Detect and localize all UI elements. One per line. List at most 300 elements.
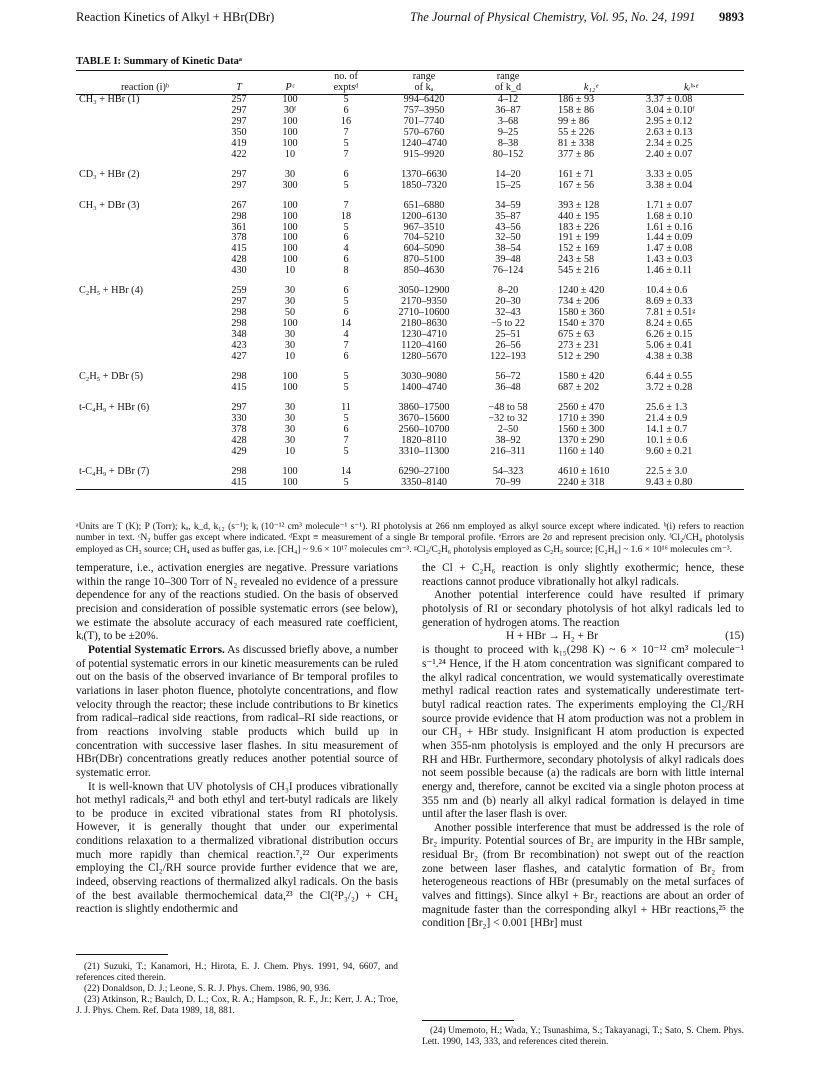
cell-ka-range: 701–7740 <box>403 115 445 127</box>
cell-expts: 5 <box>343 296 349 308</box>
cell-kd-range: 76–124 <box>492 265 524 277</box>
cell-pressure: 30 <box>284 434 296 446</box>
cell-expts: 6 <box>343 232 349 244</box>
cell-kd-range: 8–20 <box>497 285 519 297</box>
cell-k12: 1580 ± 360 <box>558 307 605 319</box>
cell-kd-range: 122–193 <box>490 351 526 363</box>
header-reaction-top <box>76 71 214 83</box>
cell-k12: 191 ± 199 <box>558 232 600 244</box>
cell-kd-range: −48 to 58 <box>488 401 528 413</box>
header-kd: of k_d <box>472 83 544 95</box>
cell-expts: 7 <box>343 199 349 211</box>
cell-expts: 6 <box>343 423 349 435</box>
cell-temperature: 419 <box>231 137 247 149</box>
cell-reaction <box>76 223 214 234</box>
cell-ki: 1.47 ± 0.08 <box>646 243 693 255</box>
journal-citation: The Journal of Physical Chemistry, Vol. 95, No. 24, 1991 <box>410 10 696 24</box>
cell-pressure: 100 <box>282 126 298 138</box>
cell-reaction <box>76 255 214 266</box>
footnote-rule <box>76 954 168 955</box>
cell-expts: 5 <box>343 137 349 149</box>
cell-expts: 5 <box>343 179 349 191</box>
cell-temperature: 297 <box>231 179 247 191</box>
cell-ka-range: 2710–10600 <box>398 307 450 319</box>
cell-pressure: 100 <box>282 370 298 382</box>
cell-ka-range: 994–6420 <box>403 94 445 105</box>
cell-pressure: 10 <box>284 445 296 457</box>
cell-temperature: 298 <box>231 307 247 319</box>
cell-ka-range: 3350–8140 <box>401 476 447 488</box>
cell-temperature: 298 <box>231 465 247 477</box>
cell-temperature: 257 <box>231 94 247 105</box>
left-references <box>76 962 398 1017</box>
cell-ki: 8.24 ± 0.65 <box>646 318 693 330</box>
cell-kd-range: 14–20 <box>495 168 521 180</box>
cell-ka-range: 2170–9350 <box>401 296 447 308</box>
cell-ka-range: 870–5100 <box>403 254 445 266</box>
cell-temperature: 430 <box>231 265 247 277</box>
cell-temperature: 422 <box>231 148 247 160</box>
cell-expts: 5 <box>343 221 349 233</box>
table-row <box>76 212 744 223</box>
cell-reaction <box>76 244 214 255</box>
cell-temperature: 427 <box>231 351 247 363</box>
cell-k12: 1370 ± 290 <box>558 434 605 446</box>
cell-temperature: 297 <box>231 104 247 116</box>
cell-temperature: 415 <box>231 381 247 393</box>
cell-ki: 3.33 ± 0.05 <box>646 168 693 180</box>
cell-temperature: 415 <box>231 243 247 255</box>
cell-reaction <box>76 383 214 394</box>
cell-expts: 5 <box>343 381 349 393</box>
paragraph-systematic-errors <box>76 644 398 781</box>
kinetic-data-table <box>76 70 744 491</box>
equation-number: (15) <box>725 630 744 643</box>
cell-pressure: 100 <box>282 476 298 488</box>
cell-temperature: 297 <box>231 168 247 180</box>
cell-expts: 5 <box>343 94 349 105</box>
cell-ki: 9.60 ± 0.21 <box>646 445 693 457</box>
cell-ki: 3.04 ± 0.10ᶠ <box>646 104 695 116</box>
cell-k12: 2240 ± 318 <box>558 476 605 488</box>
cell-k12: 55 ± 226 <box>558 126 595 138</box>
cell-ki: 2.95 ± 0.12 <box>646 115 693 127</box>
cell-reaction <box>76 414 214 425</box>
cell-ka-range: 3050–12900 <box>398 285 450 297</box>
cell-reaction <box>76 128 214 139</box>
cell-pressure: 100 <box>282 465 298 477</box>
cell-pressure: 300 <box>282 179 298 191</box>
equation-text: H + HBr → H₂ + Br <box>506 630 598 643</box>
cell-ki: 1.44 ± 0.09 <box>646 232 693 244</box>
cell-ki: 3.37 ± 0.08 <box>646 94 693 105</box>
cell-ki: 3.72 ± 0.28 <box>646 381 693 393</box>
cell-reaction: C₂H₅ + DBr (5) <box>79 370 144 382</box>
footnote-rule <box>422 1020 514 1021</box>
cell-k12: 440 ± 195 <box>558 210 600 222</box>
cell-k12: 512 ± 290 <box>558 351 600 363</box>
cell-reaction <box>76 181 214 192</box>
cell-pressure: 100 <box>282 137 298 149</box>
cell-kd-range: 36–48 <box>495 381 521 393</box>
cell-k12: 81 ± 338 <box>558 137 595 149</box>
cell-expts: 11 <box>341 401 351 413</box>
cell-reaction: CH₃ + DBr (3) <box>79 199 140 211</box>
cell-reaction <box>76 341 214 352</box>
cell-temperature: 428 <box>231 254 247 266</box>
cell-ki: 22.5 ± 3.0 <box>646 465 688 477</box>
cell-kd-range: 34–59 <box>495 199 521 211</box>
table-row <box>76 266 744 277</box>
cell-k12: 158 ± 86 <box>558 104 595 116</box>
cell-expts: 7 <box>343 148 349 160</box>
cell-k12: 1710 ± 390 <box>558 412 605 424</box>
cell-k12: 183 ± 226 <box>558 221 600 233</box>
table-row <box>76 383 744 394</box>
cell-pressure: 100 <box>282 210 298 222</box>
cell-expts: 4 <box>343 243 349 255</box>
cell-kd-range: 70–99 <box>495 476 521 488</box>
cell-reaction <box>76 106 214 117</box>
cell-ki: 1.46 ± 0.11 <box>646 265 692 277</box>
cell-expts: 6 <box>343 285 349 297</box>
cell-kd-range: 35–87 <box>495 210 521 222</box>
paragraph-text: As discussed briefly above, a number of potential systematic errors in our kinetic measurements can be ruled out on the basis of the observed invariance of Br temporal profiles to variations in laser photon fluence, photolyte concentrations, and flow velocity through the reactor; these include contributions to Br kinetics from radical–radical side reactions, from radical–RI side reactions, or from reactions involving stable products which build up in concentration with successive laser flashes. In situ measurement of HBr(DBr) concentrations greatly reduces another potential source of systematic error. <box>76 643 398 779</box>
cell-expts: 5 <box>343 412 349 424</box>
cell-ka-range: 1400–4740 <box>401 381 447 393</box>
cell-ka-range: 1370–6630 <box>401 168 447 180</box>
table-row <box>76 201 744 212</box>
cell-k12: 1560 ± 300 <box>558 423 605 435</box>
table-body <box>76 95 744 490</box>
cell-ka-range: 850–4630 <box>403 265 445 277</box>
cell-expts: 16 <box>340 115 352 127</box>
left-column <box>76 562 398 917</box>
cell-temperature: 298 <box>231 210 247 222</box>
cell-kd-range: 4–12 <box>497 94 519 105</box>
cell-kd-range: 54–323 <box>492 465 524 477</box>
cell-ki: 2.40 ± 0.07 <box>646 148 693 160</box>
cell-k12: 545 ± 216 <box>558 265 600 277</box>
cell-kd-range: 15–25 <box>495 179 521 191</box>
cell-expts: 7 <box>343 434 349 446</box>
cell-kd-range: 38–92 <box>495 434 521 446</box>
cell-expts: 14 <box>340 318 352 330</box>
cell-reaction: CD₃ + HBr (2) <box>79 168 140 180</box>
cell-ki: 6.26 ± 0.15 <box>646 329 693 341</box>
equation-15 <box>422 630 744 644</box>
cell-ki: 10.4 ± 0.6 <box>646 285 688 297</box>
cell-temperature: 297 <box>231 115 247 127</box>
cell-kd-range: 8–38 <box>497 137 519 149</box>
cell-ki: 7.81 ± 0.51ᵍ <box>646 307 696 319</box>
cell-expts: 6 <box>343 104 349 116</box>
cell-kd-range: 80–152 <box>492 148 524 160</box>
reference: (22) Donaldson, D. J.; Leone, S. R. J. Phys. Chem. 1986, 90, 936. <box>84 984 331 994</box>
cell-expts: 5 <box>343 370 349 382</box>
cell-pressure: 100 <box>282 115 298 127</box>
cell-expts: 18 <box>340 210 352 222</box>
cell-temperature: 297 <box>231 296 247 308</box>
cell-reaction <box>76 425 214 436</box>
cell-k12: 393 ± 128 <box>558 199 600 211</box>
section-run-in-heading: Potential Systematic Errors. <box>88 643 225 656</box>
cell-reaction <box>76 212 214 223</box>
cell-temperature: 378 <box>231 423 247 435</box>
cell-k12: 167 ± 56 <box>558 179 595 191</box>
cell-pressure: 100 <box>282 221 298 233</box>
header-expts: exptsᵈ <box>316 83 376 95</box>
cell-kd-range: −5 to 22 <box>490 318 526 330</box>
cell-ka-range: 570–6760 <box>403 126 445 138</box>
cell-kd-range: 3–68 <box>497 115 519 127</box>
cell-ka-range: 1120–4160 <box>401 340 447 352</box>
table-row <box>76 181 744 192</box>
table-row <box>76 447 744 458</box>
cell-reaction <box>76 297 214 308</box>
cell-k12: 161 ± 71 <box>558 168 595 180</box>
table-caption: TABLE I: Summary of Kinetic Dataᵃ <box>76 56 242 67</box>
reference: (23) Atkinson, R.; Baulch, D. L.; Cox, R. A.; Hampson, R. F., Jr.; Kerr, J. A.; Troe, J. J. Phys. Chem. Ref. Data 1989, 18, 881. <box>76 995 398 1016</box>
cell-kd-range: 9–25 <box>497 126 519 138</box>
cell-ki: 25.6 ± 1.3 <box>646 401 688 413</box>
cell-pressure: 100 <box>282 199 298 211</box>
cell-reaction: CH₃ + HBr (1) <box>79 94 140 105</box>
cell-k12: 675 ± 63 <box>558 329 595 341</box>
right-column <box>422 562 744 931</box>
cell-k12: 734 ± 206 <box>558 296 600 308</box>
cell-kd-range: 26–56 <box>495 340 521 352</box>
cell-kd-range: 39–48 <box>495 254 521 266</box>
table-footnotes: ᵃUnits are T (K); P (Torr); kₐ, k_d, k₁₂ (s⁻¹); kᵢ (10⁻¹² cm³ molecule⁻¹ s⁻¹). RI photolysis at 266 nm employed as alkyl source except where indicated. ᵇ(i) refers to reaction number in text. ᶜN₂ buffer gas except where indicated. ᵈExpt ≡ measurement of a single Br temporal profile. ᵉErrors are 2σ and represent precision only. ᶠCl₂/CH₄ photolysis employed as CH₃ source; CH₄ used as buffer gas, i.e. [CH₄] ~ 9.6 × 10¹⁷ molecules cm⁻³. ᵍCl₂/C₂H₆ photolysis employed as C₂H₅ source; [C₂H₆] ~ 1.6 × 10¹⁶ molecules cm⁻³. <box>76 522 744 555</box>
cell-kd-range: 32–50 <box>495 232 521 244</box>
cell-reaction <box>76 266 214 277</box>
cell-reaction <box>76 117 214 128</box>
cell-ka-range: 1230–4710 <box>401 329 447 341</box>
cell-temperature: 298 <box>231 370 247 382</box>
cell-ki: 9.43 ± 0.80 <box>646 476 693 488</box>
table-row <box>76 467 744 478</box>
right-references <box>422 1026 744 1048</box>
cell-temperature: 267 <box>231 199 247 211</box>
cell-reaction <box>76 150 214 161</box>
cell-k12: 186 ± 93 <box>558 94 595 105</box>
cell-reaction <box>76 308 214 319</box>
cell-pressure: 100 <box>282 381 298 393</box>
cell-ka-range: 3030–9080 <box>401 370 447 382</box>
cell-temperature: 361 <box>231 221 247 233</box>
cell-pressure: 30ᶠ <box>283 104 297 116</box>
cell-ka-range: 3310–11300 <box>398 445 450 457</box>
cell-ki: 2.34 ± 0.25 <box>646 137 693 149</box>
cell-ki: 1.68 ± 0.10 <box>646 210 693 222</box>
cell-expts: 5 <box>343 476 349 488</box>
cell-pressure: 100 <box>282 254 298 266</box>
cell-temperature: 330 <box>231 412 247 424</box>
cell-kd-range: 43–56 <box>495 221 521 233</box>
cell-temperature: 428 <box>231 434 247 446</box>
cell-temperature: 297 <box>231 401 247 413</box>
cell-expts: 6 <box>343 254 349 266</box>
cell-expts: 6 <box>343 168 349 180</box>
cell-ka-range: 651–6880 <box>403 199 445 211</box>
cell-k12: 377 ± 86 <box>558 148 595 160</box>
cell-k12: 2560 ± 470 <box>558 401 605 413</box>
cell-kd-range: 56–72 <box>495 370 521 382</box>
cell-ki: 14.1 ± 0.7 <box>646 423 688 435</box>
reference: (24) Umemoto, H.; Wada, Y.; Tsunashima, S.; Takayanagi, T.; Sato, S. Chem. Phys. Lett. 1990, 143, 333, and references cited therein. <box>422 1026 744 1047</box>
cell-ka-range: 6290–27100 <box>398 465 450 477</box>
cell-pressure: 30 <box>284 329 296 341</box>
cell-ka-range: 1240–4740 <box>401 137 447 149</box>
cell-kd-range: 216–311 <box>490 445 526 457</box>
cell-kd-range: 36–87 <box>495 104 521 116</box>
cell-reaction: t-C₄H₉ + HBr (6) <box>79 401 150 413</box>
header-kd-top: range <box>472 71 544 83</box>
cell-pressure: 30 <box>284 401 296 413</box>
table-row <box>76 352 744 363</box>
cell-expts: 6 <box>343 307 349 319</box>
cell-expts: 6 <box>343 351 349 363</box>
cell-ka-range: 915–9920 <box>403 148 445 160</box>
cell-ki: 4.38 ± 0.38 <box>646 351 693 363</box>
running-header <box>76 10 744 28</box>
paragraph: Another possible interference that must be addressed is the role of Br₂ impurity. Potential sources of Br₂ are impurity in the HBr sample, residual Br₂ (from Br recombination) not swept out of the reaction zone between laser flashes, and catalytic formation of Br₂ from heterogeneous reactions of HBr (presumably on the metal surfaces of valves and fittings). Since alkyl + Br₂ reactions are about an order of magnitude faster than the corresponding alkyl + HBr reactions,²⁵ the condition [Br₂] < 0.001 [HBr] must <box>422 821 744 930</box>
cell-ki: 1.43 ± 0.03 <box>646 254 693 266</box>
cell-k12: 687 ± 202 <box>558 381 600 393</box>
cell-pressure: 30 <box>284 285 296 297</box>
cell-reaction <box>76 139 214 150</box>
cell-kd-range: 25–51 <box>495 329 521 341</box>
cell-expts: 7 <box>343 340 349 352</box>
cell-pressure: 30 <box>284 168 296 180</box>
cell-ki: 8.69 ± 0.33 <box>646 296 693 308</box>
cell-temperature: 259 <box>231 285 247 297</box>
cell-pressure: 100 <box>282 94 298 105</box>
reference: (21) Suzuki, T.; Kanamori, H.; Hirota, E. J. Chem. Phys. 1991, 94, 6607, and references cited therein. <box>76 962 398 983</box>
cell-ka-range: 757–3950 <box>403 104 445 116</box>
cell-ka-range: 1200–6130 <box>401 210 447 222</box>
cell-reaction: C₂H₅ + HBr (4) <box>79 285 144 297</box>
cell-k12: 1240 ± 420 <box>558 285 605 297</box>
cell-ki: 21.4 ± 0.9 <box>646 412 688 424</box>
cell-reaction <box>76 233 214 244</box>
header-ka: of kₐ <box>376 83 472 95</box>
cell-k12: 1160 ± 140 <box>558 445 604 457</box>
cell-reaction <box>76 352 214 363</box>
cell-kd-range: 20–30 <box>495 296 521 308</box>
cell-pressure: 100 <box>282 243 298 255</box>
header-ki: kᵢᵇ·ᵉ <box>638 83 744 95</box>
cell-ki: 1.61 ± 0.16 <box>646 221 693 233</box>
header-ka-top: range <box>376 71 472 83</box>
cell-expts: 8 <box>343 265 349 277</box>
cell-ka-range: 2560–10700 <box>398 423 450 435</box>
cell-k12: 152 ± 169 <box>558 243 600 255</box>
header-pressure: Pᶜ <box>264 83 316 95</box>
cell-pressure: 30 <box>284 340 296 352</box>
cell-pressure: 100 <box>282 318 298 330</box>
cell-reaction <box>76 478 214 489</box>
cell-temperature: 348 <box>231 329 247 341</box>
cell-kd-range: 32–43 <box>495 307 521 319</box>
cell-ka-range: 2180–8630 <box>401 318 447 330</box>
cell-expts: 4 <box>343 329 349 341</box>
cell-ka-range: 3860–17500 <box>398 401 450 413</box>
cell-ki: 10.1 ± 0.6 <box>646 434 688 446</box>
cell-k12: 273 ± 231 <box>558 340 600 352</box>
cell-temperature: 415 <box>231 476 247 488</box>
cell-kd-range: 38–54 <box>495 243 521 255</box>
cell-ka-range: 1850–7320 <box>401 179 447 191</box>
cell-kd-range: 2–50 <box>497 423 519 435</box>
cell-expts: 5 <box>343 445 349 457</box>
paragraph: temperature, i.e., activation energies are negative. Pressure variations within the range 10–300 Torr of N₂ revealed no evidence of a pressure dependence for any of the reactions studied. On the basis of observed precision and consideration of possible systematic errors (see below), we estimate the absolute accuracy of each measured rate coefficient, kᵢ(T), to be ±20%. <box>76 562 398 643</box>
cell-pressure: 10 <box>284 265 296 277</box>
cell-ka-range: 704–5210 <box>403 232 445 244</box>
cell-k12: 243 ± 58 <box>558 254 595 266</box>
header-reaction: reaction (i)ᵇ <box>76 83 214 95</box>
running-title: Reaction Kinetics of Alkyl + HBr(DBr) <box>76 10 275 24</box>
cell-ki: 3.38 ± 0.04 <box>646 179 693 191</box>
cell-ka-range: 967–3510 <box>403 221 445 233</box>
cell-ka-range: 1820–8110 <box>401 434 447 446</box>
cell-pressure: 30 <box>284 412 296 424</box>
cell-reaction <box>76 447 214 458</box>
paragraph: It is well-known that UV photolysis of CH₃I produces vibrationally hot methyl radicals,²¹ and both ethyl and tert-butyl radicals are likely to be produce in excited vibrational states from RI photolysis. However, it is generally thought that under our experimental conditions relaxation to a thermalized vibrational distribution occurs much more rapidly than chemical reaction.⁷,²² Our experiments employing the Cl₂/RH source provide further evidence that we are, indeed, observing reactions of thermalized alkyl radicals. On the basis of the best available thermochemical data,²³ the Cl(²P₃/₂) + CH₄ reaction is slightly endothermic and <box>76 780 398 916</box>
cell-pressure: 100 <box>282 232 298 244</box>
cell-ki: 6.44 ± 0.55 <box>646 370 693 382</box>
cell-ka-range: 604–5090 <box>403 243 445 255</box>
cell-temperature: 298 <box>231 318 247 330</box>
cell-temperature: 429 <box>231 445 247 457</box>
header-k12: k₁₂ᵉ <box>544 83 638 95</box>
cell-k12: 4610 ± 1610 <box>558 465 610 477</box>
cell-ki: 1.71 ± 0.07 <box>646 199 693 211</box>
cell-temperature: 423 <box>231 340 247 352</box>
cell-pressure: 50 <box>284 307 296 319</box>
cell-pressure: 10 <box>284 148 296 160</box>
paragraph: the Cl + C₂H₆ reaction is only slightly exothermic; hence, these reactions cannot produce vibrationally hot alkyl radicals. <box>422 562 744 588</box>
cell-pressure: 10 <box>284 351 296 363</box>
cell-k12: 99 ± 86 <box>558 115 590 127</box>
cell-ka-range: 3670–15600 <box>398 412 450 424</box>
cell-k12: 1580 ± 420 <box>558 370 605 382</box>
cell-reaction <box>76 330 214 341</box>
table-row <box>76 150 744 161</box>
cell-temperature: 378 <box>231 232 247 244</box>
cell-expts: 14 <box>340 465 352 477</box>
paragraph: is thought to proceed with k₁₅(298 K) ~ 6 × 10⁻¹² cm³ molecule⁻¹ s⁻¹.²⁴ Hence, if the H atom concentration was significant compared to the alkyl radical concentration, we would systematically overestimate methyl radical reaction rates and systematically underestimate tert-butyl radical reaction rates. The experiments employing the Cl₂/RH source provide evidence that H atom production was not a problem in our CH₃ + HBr study. Insignificant H atom production is expected when 355-nm photolysis is employed and the only H precursors are RH and HBr. Furthermore, secondary photolysis of alkyl radicals does not seem possible because (a) the radicals are born with little internal energy and, therefore, cannot be excited via a single photon process at 355 nm and (b) nearly all alkyl radical formation is delayed in time until after the laser flash is over. <box>422 644 744 821</box>
cell-ka-range: 1280–5670 <box>401 351 447 363</box>
cell-ki: 2.63 ± 0.13 <box>646 126 693 138</box>
cell-reaction <box>76 319 214 330</box>
table-row <box>76 478 744 489</box>
cell-k12: 1540 ± 370 <box>558 318 605 330</box>
cell-reaction <box>76 436 214 447</box>
header-expts-top: no. of <box>316 71 376 83</box>
page-number: 9893 <box>719 10 744 24</box>
paragraph: Another potential interference could have resulted if primary photolysis of RI or secondary photolysis of hot alkyl radicals led to generation of hydrogen atoms. The reaction <box>422 589 744 629</box>
cell-pressure: 30 <box>284 423 296 435</box>
header-temperature: T <box>214 83 264 95</box>
cell-pressure: 30 <box>284 296 296 308</box>
cell-expts: 7 <box>343 126 349 138</box>
cell-kd-range: −32 to 32 <box>488 412 528 424</box>
cell-reaction: t-C₄H₉ + DBr (7) <box>79 465 150 477</box>
cell-ki: 5.06 ± 0.41 <box>646 340 693 352</box>
cell-temperature: 350 <box>231 126 247 138</box>
